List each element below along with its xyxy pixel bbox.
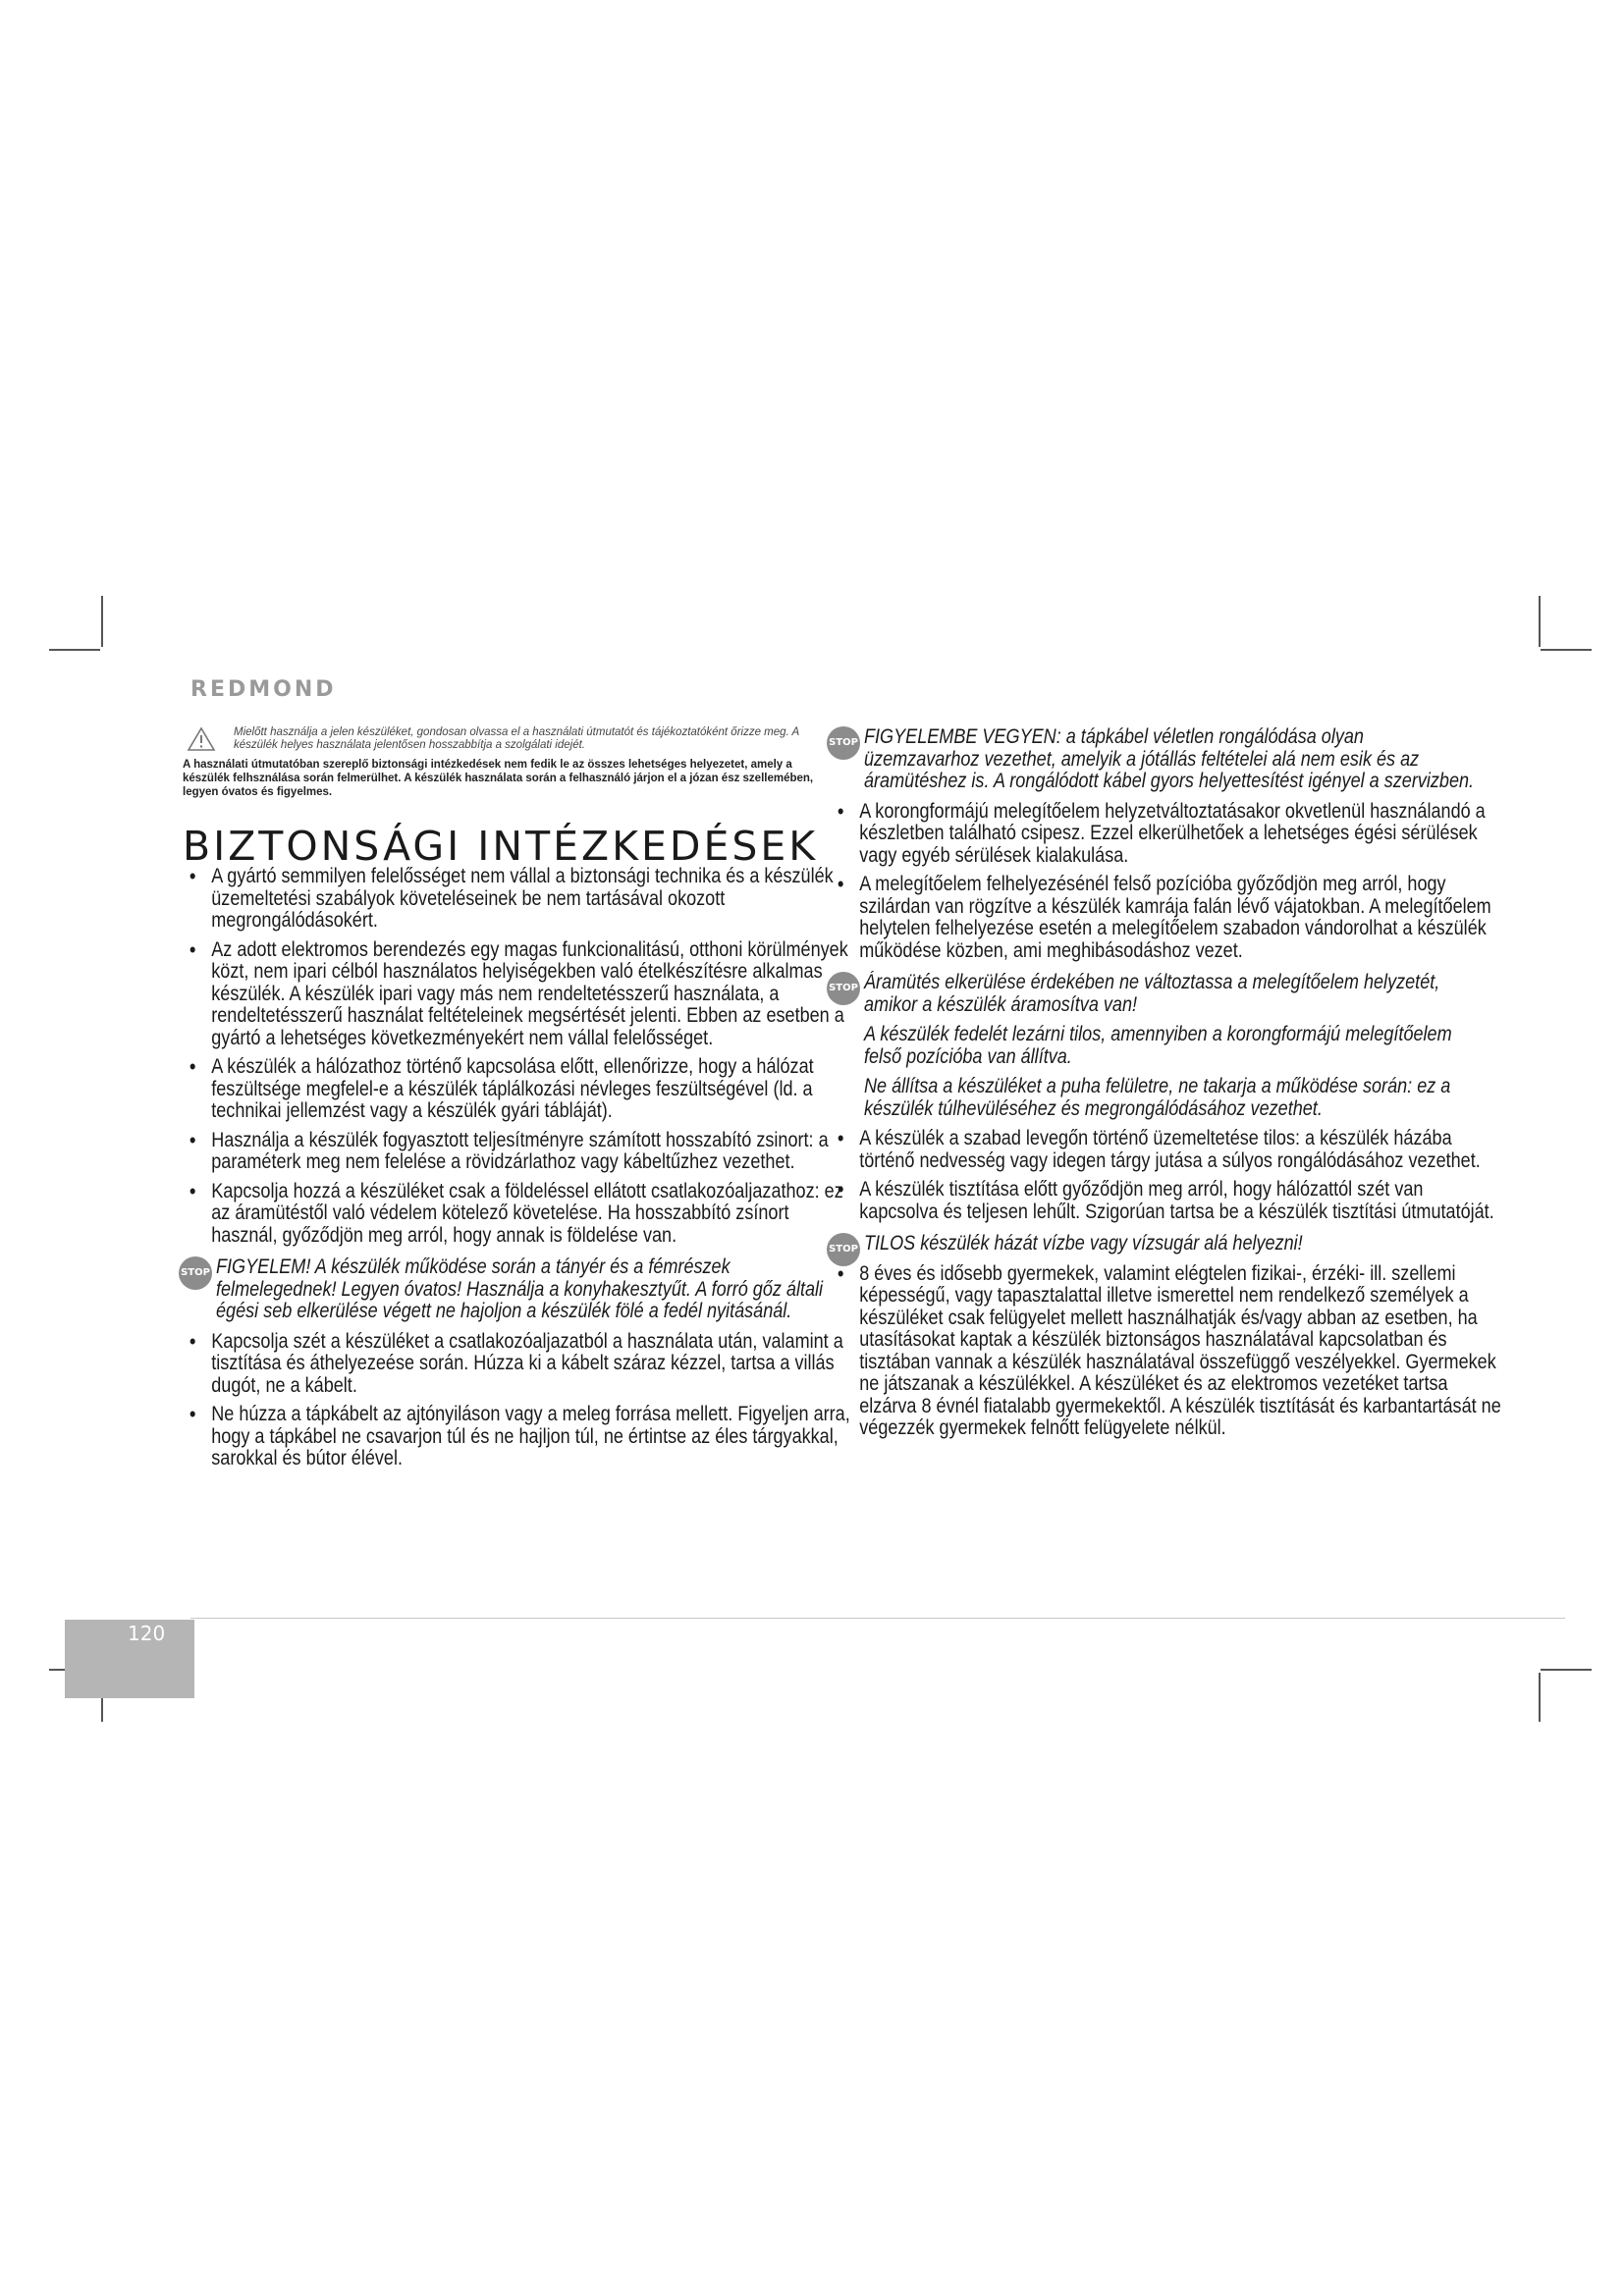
stop-warning: [831, 1233, 1479, 1255]
crop-mark: [1539, 596, 1541, 647]
page-title: BIZTONSÁGI INTÉZKEDÉSEK: [183, 823, 819, 870]
right-column: [829, 725, 1501, 1447]
intro-notice: [183, 726, 829, 799]
notice-italic-text: Mielőtt használja a jelen készüléket, gondosan olvassa el a használati útmutatót és tájékoztatóként őrizze meg. A készülék helyes használata jelentősen hosszabbítja a szolgálati idejét.: [234, 726, 799, 751]
bullet-list: [831, 799, 1491, 963]
stop-warning-text: FIGYELEMBE VEGYEN: a tápkábel véletlen rongálódása olyan üzemzavarhoz vezethet, amelyik a jótállás feltételei alá nem esik és az áramütéshez is. A rongálódott kábel gyors helyettesítést igényel a szervizben.: [864, 725, 1475, 792]
stop-icon: STOP: [827, 726, 860, 760]
list-item: • Ne húzza a tápkábelt az ajtónyiláson vagy a meleg forrása mellett. Figyeljen arra, hogy a tápkábel ne csavarjon túl és ne hajljon túl, ne értintse az éles tárgyakkal, sarokkal és bútor élével.: [183, 1404, 856, 1470]
page-number: 120: [128, 1622, 166, 1645]
list-item: • 8 éves és idősebb gyermekek, valamint elégtelen fizikai-, érzéki- ill. szellemi képességű, vagy tapasztalattal illetve ismerettel nem rendelkező személyek a készüléket csak felügyelet mellett használhatják és/vagy abban az esetben, ha utasításokat kaptak a készülék biztonságos használatával kapcsolatban és tisztában vannak a készülék használatával összefüggő veszélyekkel. Gyermekek ne játszanak a készülékkel. A készüléket és az elektromos vezetéket tartsa elzárva 8 évnél fiatalabb gyermekektől. A készülék tisztítását és karbantartását ne végezzék gyermekek felnőtt felügyelete nélkül.: [831, 1263, 1506, 1440]
list-item: • A melegítőelem felhelyezésénél felső pozícióba győződjön meg arról, hogy szilárdan van rögzítve a készülék kamrája falán lévő vájatokban. A melegítőelem helytelen felhelyezése esetén a melegítőelem szabadon vándorolhat a készülék működése közben, ami meghibásodáshoz vezet.: [831, 874, 1506, 962]
list-item: • A készülék a szabad levegőn történő üzemeltetése tilos: a készülék házába történő nedvesség vagy idegen tárgy jutása a súlyos rongálódásához vezethet.: [831, 1128, 1506, 1172]
stop-warning-text: TILOS készülék házát vízbe vagy vízsugár alá helyezni!: [864, 1232, 1303, 1255]
list-item: • A korongformájú melegítőelem helyzetváltoztatásakor okvetlenül használandó a készletben található csipesz. Ezzel elkerülhetőek a lehetséges égési sérülések vagy egyéb sérülések kialakulása.: [831, 801, 1506, 868]
list-item: • Használja a készülék fogyasztott teljesítményre számított hosszabító zsinort: a paraméterk meg nem felelése a rövidzárlathoz vagy kábeltűzhez vezethet.: [183, 1130, 856, 1174]
crop-mark: [101, 596, 103, 647]
stop-warning-text: Áramütés elkerülése érdekében ne változtassa a melegítőelem helyzetét, amikor a készülék áramosítva van!: [864, 971, 1440, 1016]
left-column: [181, 726, 850, 1477]
bullet-list: [831, 1127, 1494, 1223]
crop-mark: [49, 649, 100, 651]
notice-bold-text: A használati útmutatóban szereplő biztonsági intézkedések nem fedik le az összes lehetséges helyezetet, amely a készülék felhsználása során felmerülhet. A készülék használata során a felhasználó járjon el a józan ész szellemében, legyen óvatos és figyelmes.: [183, 759, 814, 798]
crop-mark: [1541, 1669, 1592, 1671]
stop-icon: STOP: [827, 972, 860, 1005]
crop-mark: [1541, 649, 1592, 651]
bullet-list: [831, 1261, 1501, 1440]
crop-mark: [1539, 1673, 1541, 1722]
stop-warning-text: A készülék fedelét lezárni tilos, amennyiben a korongformájú melegítőelem felső pozícióba van állítva.: [864, 1023, 1452, 1068]
list-item: • A készülék tisztítása előtt győződjön meg arról, hogy hálózattól szét van kapcsolva és teljesen lehűlt. Szigorúan tartsa be a készülék tisztítási útmutatóját.: [831, 1179, 1506, 1223]
stop-icon: STOP: [179, 1256, 212, 1290]
bullet-list: [183, 1329, 850, 1470]
stop-warning: [831, 726, 1479, 793]
divider: [190, 1618, 1565, 1619]
list-item: • Kapcsolja szét a készüléket a csatlakozóaljazatból a használata után, valamint a tisztítása és áthelyezeése során. Húzza ki a kábelt száraz kézzel, tartsa a villás dugót, ne a kábelt.: [183, 1331, 856, 1398]
stop-warning: [831, 972, 1479, 1120]
stop-warning-text: FIGYELEM! A készülék működése során a tányér és a fémrészek felmelegednek! Legyen óvatos! Használja a konyhakesztyűt. A forró gőz általi égési seb elkerülése végett ne hajoljon a készülék fölé a fedél nyitásánál.: [216, 1255, 824, 1322]
list-item: • Az adott elektromos berendezés egy magas funkcionalitású, otthoni körülmények közt, nem ipari célból használatos helyiségekben való ételkészítésre alkalmas készülék. A készülék ipari vagy más nem rendeltetésszerű használata, a rendeltetésszerű használat feltételeinek megsértését jelenti. Ebben az esetben a gyártó a lehetséges következményekért nem vállal felelősséget.: [183, 939, 856, 1050]
stop-warning-text: Ne állítsa a készüléket a puha felületre, ne takarja a működése során: ez a készülék túlhevüléséhez és megrongálódásához vezethet.: [864, 1075, 1451, 1120]
list-item: • A gyártó semmilyen felelősséget nem vállal a biztonsági technika és a készülék üzemeltetési szabályok követeléseinek be nem tartásával okozott megrongálódásokért.: [183, 866, 856, 933]
stop-icon: STOP: [827, 1233, 860, 1266]
list-item: • Kapcsolja hozzá a készüléket csak a földeléssel ellátott csatlakozóaljazathoz: ez az áramütéstől való védelem kötelező követelése. Ha hosszabbító zsínort használ, győződjön meg arról, hogy annak is földelése van.: [183, 1181, 856, 1248]
list-item: • A készülék a hálózathoz történő kapcsolása előtt, ellenőrizze, hogy a hálózat feszültsége megfelel-e a készülék táplálkozási névleges feszültségével (ld. a technikai jellemzést vagy a készülék gyári tábláját).: [183, 1056, 856, 1123]
stop-warning: [183, 1256, 829, 1323]
brand-logo: REDMOND: [190, 677, 337, 702]
warning-triangle-icon: [187, 726, 216, 752]
